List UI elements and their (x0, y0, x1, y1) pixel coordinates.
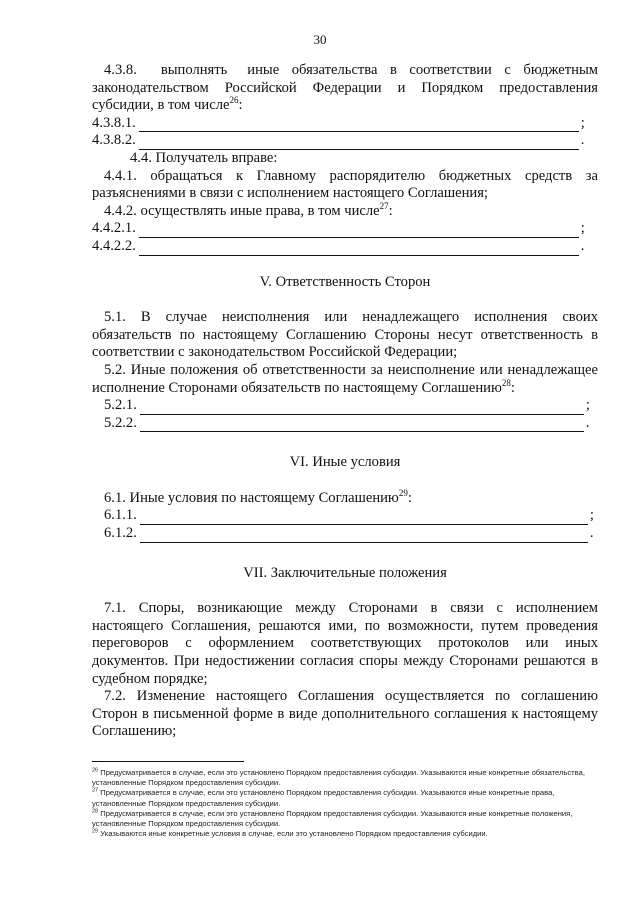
blank-line-6-1-1: 6.1.1. ; (104, 507, 594, 524)
blank-label: 4.3.8.1. (92, 114, 136, 131)
blank-label: 4.3.8.2. (92, 132, 136, 149)
footnote-27: $^{27}$ Предусматривается в случае, если это установлено Порядком предоставления субсидии. Указываются иные конкретные права, установленные Порядком предоставления субсидии. (92, 787, 555, 808)
footnote-29: $^{29}$ Указываются иные конкретные условия в случае, если это установлено Порядком предоставления субсидии. (92, 828, 488, 839)
fill-in-line[interactable] (139, 136, 579, 150)
blank-label: 5.2.2. (104, 414, 137, 431)
clause-5-1: 5.1. В случае неисполнения или ненадлежащего исполнения своих обязательств по настоящему Соглашению Стороны несут ответственность в соответствии с законодательством Российской Федерации; (92, 309, 598, 361)
footnote-28: $^{28}$ Предусматривается в случае, если это установлено Порядком предоставления субсидии. Указываются иные конкретные положения, установленные Порядком предоставления субсидии. (92, 808, 573, 829)
blank-line-4-4-2-2: 4.4.2.2. . (92, 237, 585, 254)
clause-4-4-1: 4.4.1. обращаться к Главному распорядителю бюджетных средств за разъяснениями в связи с исполнением настоящего Соглашения; (92, 167, 598, 202)
footnote-ref-29: 29 (398, 488, 408, 499)
clause-4-4-2: 4.4.2. осуществлять иные права, в том числе$^{27}$: (104, 200, 393, 219)
clause-4-3-8: 4.3.8. выполнять иные обязательства в соответствии с бюджетным законодательством Российской Федерации и Порядком предоставления субсидии, в том числе$^{26}$: (92, 62, 598, 114)
fill-in-line[interactable] (140, 511, 588, 525)
footnotes (92, 768, 598, 839)
blank-line-4-3-8-2: 4.3.8.2. . (92, 132, 585, 149)
clause-6-1: 6.1. Иные условия по настоящему Соглашению$^{29}$: (104, 488, 412, 506)
blank-line-4-4-2-1: 4.4.2.1. ; (92, 220, 585, 237)
blank-label: 6.1.1. (104, 507, 137, 524)
clause-7-1: 7.1. Споры, возникающие между Сторонами в связи с исполнением настоящего Соглашения, решаются ими, по возможности, путем проведения переговоров с оформлением соответствующих протоколов или иных документов. При недостижении согласия споры между Сторонами решаются в судебном порядке; (92, 600, 598, 687)
footnote-ref-27: 27 (379, 200, 389, 211)
footnote-26: $^{26}$ Предусматривается в случае, если это установлено Порядком предоставления субсидии. Указываются иные конкретные обязательства, установленные Порядком предоставления субсидии. (92, 767, 585, 788)
document-body (92, 62, 598, 741)
blank-label: 4.4.2.1. (92, 220, 136, 237)
fill-in-line[interactable] (140, 401, 584, 415)
fill-in-line[interactable] (140, 529, 588, 543)
footnote-ref-26: 26 (229, 95, 239, 106)
blank-line-4-3-8-1: 4.3.8.1. ; (92, 114, 585, 131)
footnote-separator (92, 761, 244, 762)
footnote-ref-28: 28 (501, 377, 511, 388)
clause-4-3-8-text: иные обязательства в соответствии с бюджетным законодательством Российской Федерации и Порядком предоставления субсидии, в том числе (92, 62, 598, 114)
section-heading-5: V. Ответственность Сторон (259, 273, 431, 290)
blank-line-5-2-2: 5.2.2. . (104, 414, 590, 431)
fill-in-line[interactable] (139, 118, 579, 132)
fill-in-line[interactable] (140, 418, 584, 432)
fill-in-line[interactable] (139, 224, 579, 238)
blank-label: 6.1.2. (104, 525, 137, 542)
blank-label: 4.4.2.2. (92, 237, 136, 254)
clause-4-4: 4.4. Получатель вправе: (130, 149, 278, 166)
clause-5-2: 5.2. Иные положения об ответственности за неисполнение или ненадлежащее исполнение Сторонами обязательств по настоящему Соглашению$^{28}$: (92, 361, 598, 396)
section-heading-7: VII. Заключительные положения (243, 564, 447, 581)
section-heading-6: VI. Иные условия (289, 454, 401, 471)
clause-7-2: 7.2. Изменение настоящего Соглашения осуществляется по соглашению Сторон в письменной форме в виде дополнительного соглашения к настоящему Соглашению; (92, 688, 598, 740)
clause-4-3-8-verb: выполнять (160, 62, 228, 78)
blank-label: 5.2.1. (104, 397, 137, 414)
page-number: 30 (313, 32, 327, 47)
blank-line-5-2-1: 5.2.1. ; (104, 397, 590, 414)
blank-line-6-1-2: 6.1.2. . (104, 525, 594, 542)
fill-in-line[interactable] (139, 242, 579, 256)
clause-4-3-8-number: 4.3.8. (104, 62, 137, 78)
